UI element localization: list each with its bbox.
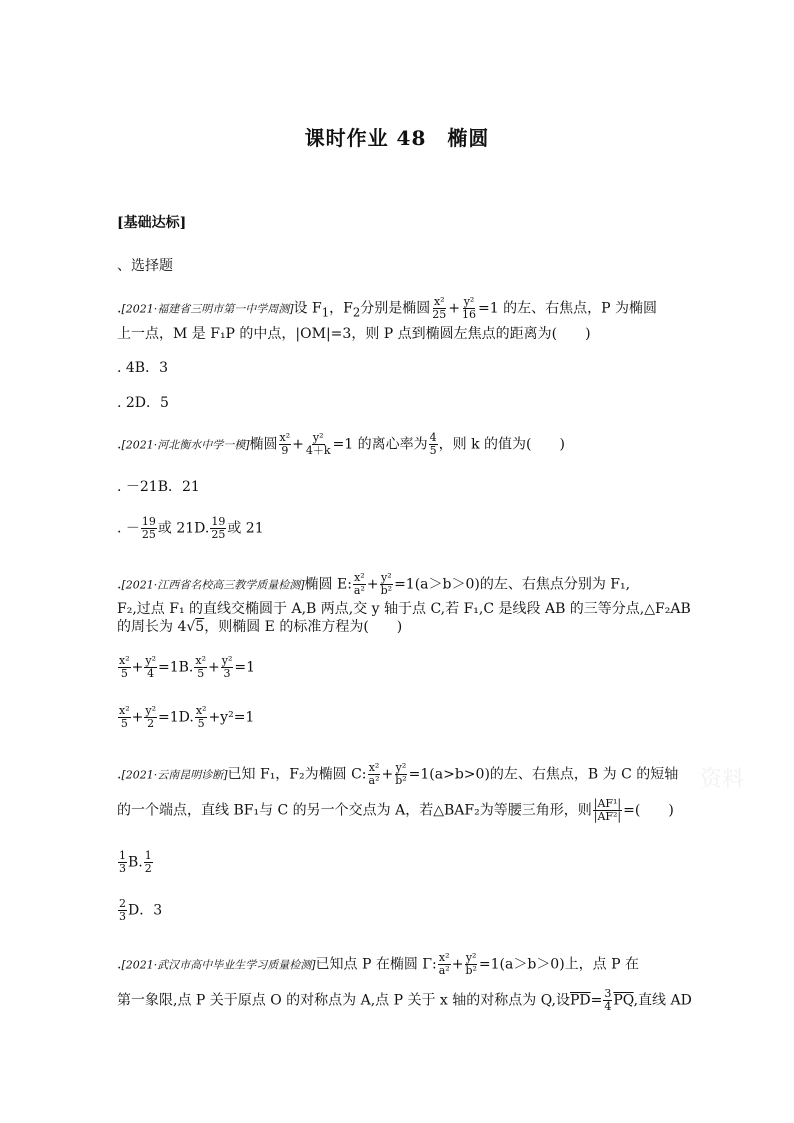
fraction: $\frac{\text{x²}}{5}$: [195, 704, 207, 730]
question-2-source: [2021·河北衡水中学一模]: [121, 438, 250, 452]
fraction: $\frac{3}{4}$: [604, 987, 612, 1013]
fraction: $\frac{\text{x²}}{9}$: [279, 431, 291, 457]
fraction: $\frac{\text{y²}}{4}$: [145, 654, 156, 680]
question-5-line-2: 第一象限,点 P 关于原点 O 的对称点为 A,点 P 关于 x 轴的对称点为 Q,设$\overline{PD}=$ $\frac{3}{4}$ $\overline{PQ}$,直线 AD: [117, 987, 692, 1013]
subsection-heading: 、选择题: [117, 258, 173, 274]
question-2-line-1: .[2021·河北衡水中学一模]椭圆 $\frac{\text{x²}}{9}$ + $\frac{\text{y²}}{4+k}$ =1 的离心率为 $\frac{4}{5}$ ，则 k 的值为( ): [117, 431, 565, 457]
question-3-line-1: .[2021·江西省名校高三教学质量检测]椭圆 E: $\frac{\text{x²}}{\text{a²}}$ + $\frac{\text{y²}}{\text{b²}}$ =1(a＞b＞0)的左、右焦点分别为 F₁,: [117, 571, 631, 597]
fraction: $\frac{\text{x²}}{5}$: [195, 654, 206, 680]
question-1-options-cd: . 2D．5: [117, 395, 169, 411]
question-2-options-cd: . － $\frac{19}{25}$ 或 21D. $\frac{19}{25}$ 或 21: [117, 515, 264, 541]
fraction: $\frac{\text{x²}}{\text{a²}}$: [353, 571, 365, 597]
question-1-line-2: 上一点，M 是 F₁P 的中点，|OM|=3，则 P 点到椭圆左焦点的距离为( ): [117, 326, 591, 342]
question-3-options-cd: $\frac{\text{x²}}{5}$ + $\frac{\text{y²}}{2}$ =1D. $\frac{\text{x²}}{5}$ +y²=1: [119, 704, 255, 730]
question-3-options-ab: $\frac{\text{x²}}{5}$ + $\frac{\text{y²}}{4}$ =1B. $\frac{\text{x²}}{5}$ + $\frac{\text{y²}}{3}$ =1: [119, 654, 255, 680]
vector-pd: $\overline{PD}$: [569, 992, 591, 1009]
fraction: $\frac{\text{y²}}{\text{b²}}$: [395, 761, 407, 787]
question-1-source: [2021·福建省三明市第一中学周测]: [121, 302, 294, 316]
fraction: $\frac{19}{25}$: [141, 515, 156, 541]
question-1-number: .: [117, 300, 122, 317]
fraction: $\frac{4}{5}$: [429, 431, 437, 457]
section-header: [基础达标]: [117, 215, 187, 231]
question-5-source: [2021·武汉市高中毕业生学习质量检测]: [121, 958, 316, 972]
question-4-options-ab: $\frac{1}{3}$ B. $\frac{1}{2}$: [119, 849, 152, 875]
fraction: $\frac{\text{y²}}{2}$: [145, 704, 156, 730]
question-4-options-cd: $\frac{2}{3}$ D．3: [119, 897, 163, 923]
fraction: $\frac{\text{y²}}{4+k}$: [305, 431, 331, 457]
question-1-line-1: .[2021·福建省三明市第一中学周测]设 $F_1$，$F_2$分别是椭圆 $\frac{\text{x²}}{25}$ + $\frac{\text{y²}}{16}$ =1 的左、右焦点，P 为椭圆: [117, 295, 657, 321]
fraction: $\frac{\text{y²}}{\text{b²}}$: [465, 951, 477, 977]
fraction: $\frac{\text{x²}}{5}$: [119, 654, 130, 680]
vector-pq: $\overline{PQ}$: [613, 992, 634, 1009]
page-title: 课时作业 48 椭圆: [304, 126, 490, 150]
fraction: $\frac{\text{x²}}{\text{a²}}$: [368, 761, 380, 787]
fraction: $\frac{1}{3}$: [119, 849, 126, 875]
fraction: $\frac{19}{25}$: [211, 515, 226, 541]
question-5-line-1: .[2021·武汉市高中毕业生学习质量检测]已知点 P 在椭圆 Γ: $\frac{\text{x²}}{\text{a²}}$ + $\frac{\text{y²}}{\text{b²}}$ =1(a＞b＞0)上，点 P 在: [117, 951, 639, 977]
fraction: $\frac{\text{y²}}{16}$: [462, 295, 476, 321]
question-1-options-ab: . 4B．3: [117, 360, 169, 376]
fraction: $\frac{\text{x²}}{25}$: [432, 295, 447, 321]
fraction: $\frac{2}{3}$: [119, 897, 126, 923]
question-4-line-1: .[2021·云南昆明诊断]已知 F₁，F₂为椭圆 C: $\frac{\text{x²}}{\text{a²}}$ + $\frac{\text{y²}}{\text{b²}}$ =1(a>b>0)的左、右焦点，B 为 C 的短轴: [117, 761, 679, 787]
fraction: $\frac{\text{|AF¹|}}{\text{|AF²|}}$: [593, 797, 622, 823]
question-3-line-2: F₂,过点 F₁ 的直线交椭圆于 A,B 两点,交 y 轴于点 C,若 F₁,C 是线段 AB 的三等分点,△F₂AB: [117, 601, 691, 617]
question-3-source: [2021·江西省名校高三教学质量检测]: [121, 578, 305, 592]
fraction: $\frac{\text{y²}}{\text{b²}}$: [380, 571, 393, 597]
watermark: 资料: [700, 767, 745, 792]
question-2-options-ab: . －21B．21: [117, 479, 200, 495]
fraction: $\frac{1}{2}$: [144, 849, 152, 875]
fraction: $\frac{\text{y²}}{3}$: [221, 654, 233, 680]
fraction: $\frac{\text{x²}}{5}$: [119, 704, 130, 730]
fraction: $\frac{\text{x²}}{\text{a²}}$: [438, 951, 450, 977]
question-4-source: [2021·云南昆明诊断]: [121, 768, 228, 782]
question-3-line-3: 的周长为 4√5，则椭圆 E 的标准方程为( ): [117, 619, 403, 635]
question-4-line-2: 的一个端点，直线 BF₁与 C 的另一个交点为 A，若△BAF₂为等腰三角形，则 $\frac{\text{|AF¹|}}{\text{|AF²|}}$ =( ): [117, 797, 674, 823]
